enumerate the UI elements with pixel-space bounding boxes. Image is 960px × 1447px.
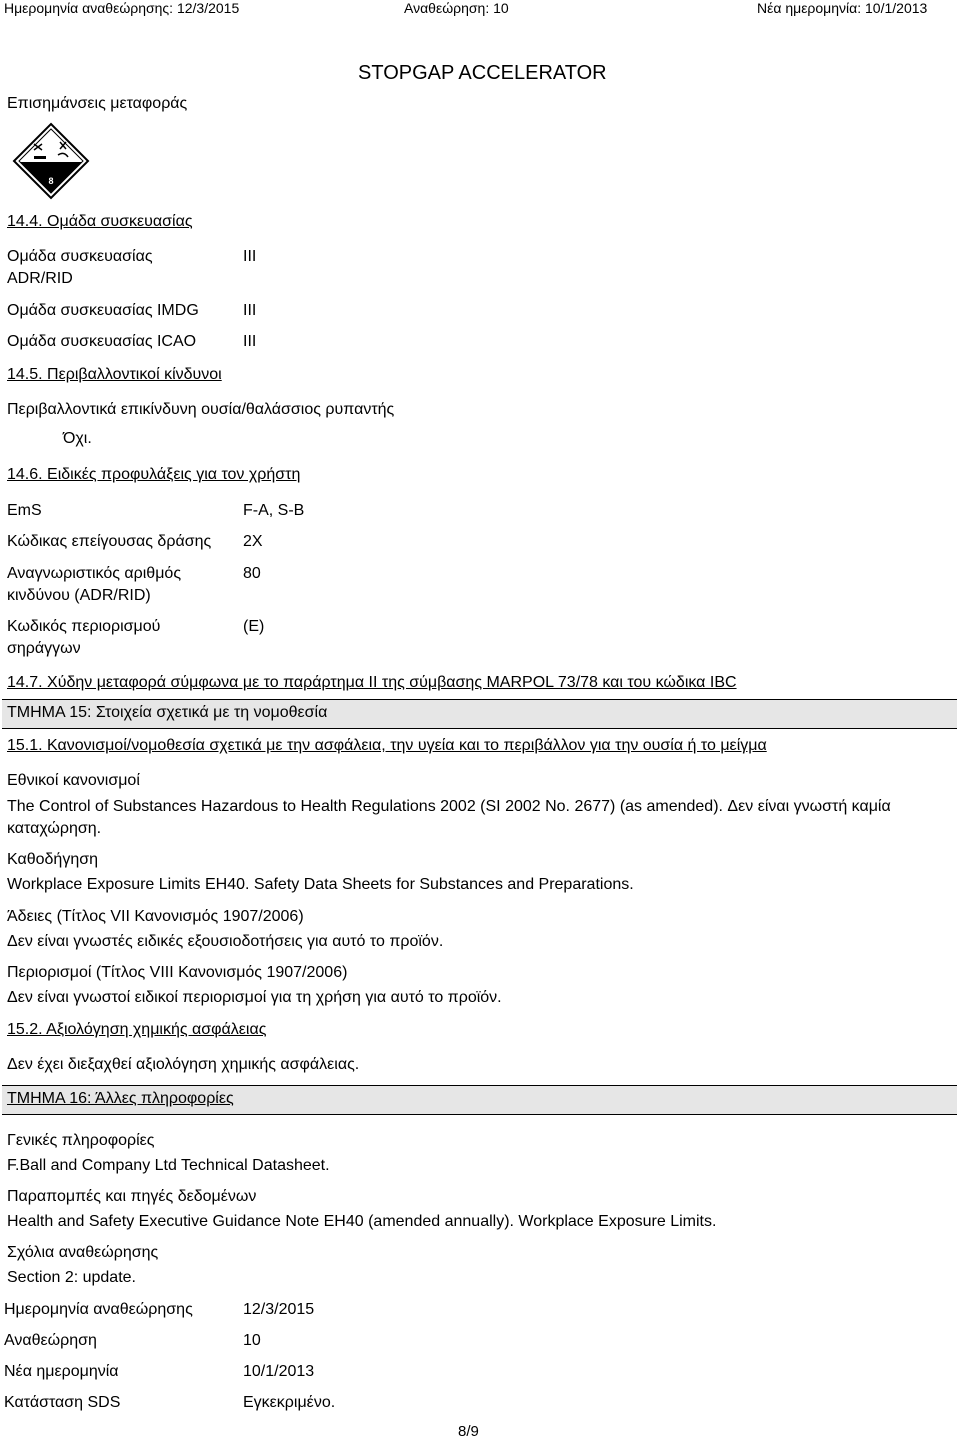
chemical-safety-text: Δεν έχει διεξαχθεί αξιολόγηση χημικής ασφάλειας. xyxy=(7,1056,360,1073)
packing-group-heading: 14.4. Ομάδα συσκευασίας xyxy=(7,213,193,230)
product-name: STOPGAP ACCELERATOR xyxy=(358,62,607,84)
national-regulations-text: The Control of Substances Hazardous to Health Regulations 2002 (SI 2002 No. 2677) (as amended). Δεν είναι γνωστή καμία καταχώρηση. xyxy=(7,798,891,837)
authorisations-text: Δεν είναι γνωστές ειδικές εξουσιοδοτήσεις για αυτό το προϊόν. xyxy=(7,933,444,950)
footer-revision-label: Αναθεώρηση xyxy=(4,1332,97,1349)
guidance-label: Καθοδήγηση xyxy=(7,851,98,868)
footer-revision-value: 10 xyxy=(243,1332,261,1349)
packing-group-imdg-value: III xyxy=(243,302,257,319)
authorisations-label: Άδειες (Τίτλος VII Κανονισμός 1907/2006) xyxy=(7,908,304,925)
guidance-text: Workplace Exposure Limits EH40. Safety Data Sheets for Substances and Preparations. xyxy=(7,876,634,893)
hazard-id-value: 80 xyxy=(243,565,261,582)
ems-label: EmS xyxy=(7,502,42,519)
packing-group-adr-label-1: Ομάδα συσκευασίας xyxy=(7,248,153,265)
ems-value: F-A, S-B xyxy=(243,502,305,519)
environmental-subheading: Περιβαλλοντικά επικίνδυνη ουσία/θαλάσσιος ρυπαντής xyxy=(7,401,395,418)
packing-group-adr-value: III xyxy=(243,248,257,265)
restrictions-text: Δεν είναι γνωστοί ειδικοί περιορισμοί για τη χρήση για αυτό το προϊόν. xyxy=(7,989,502,1006)
bulk-transport-heading: 14.7. Χύδην μεταφορά σύμφωνα με το παράρτημα II της σύμβασης MARPOL 73/78 και του κώδικα IBC xyxy=(7,674,737,691)
general-info-text: F.Ball and Company Ltd Technical Datasheet. xyxy=(7,1157,330,1174)
hazard-id-label-2: κινδύνου (ADR/RID) xyxy=(7,587,151,604)
restrictions-label: Περιορισμοί (Τίτλος VIII Κανονισμός 1907/2006) xyxy=(7,964,348,981)
revision-comments-text: Section 2: update. xyxy=(7,1269,136,1286)
special-precautions-heading: 14.6. Ειδικές προφυλάξεις για τον χρήστη xyxy=(7,466,301,483)
header-revision-date: Ημερομηνία αναθεώρησης: 12/3/2015 xyxy=(4,0,240,16)
tunnel-code-value: (E) xyxy=(243,618,265,635)
hazard-class-number: 8 xyxy=(48,176,54,186)
transport-labels-label: Επισημάνσεις μεταφοράς xyxy=(7,95,188,112)
header-new-date: Νέα ημερομηνία: 10/1/2013 xyxy=(757,0,928,16)
national-regulations-label: Εθνικοί κανονισμοί xyxy=(7,772,140,789)
header-revision: Αναθεώρηση: 10 xyxy=(404,0,509,16)
section-15-1-heading: 15.1. Κανονισμοί/νομοθεσία σχετικά με την ασφάλεια, την υγεία και το περιβάλλον για την ουσία ή το μείγμα xyxy=(7,737,767,754)
footer-new-date-value: 10/1/2013 xyxy=(243,1363,315,1380)
emergency-action-label: Κώδικας επείγουσας δράσης xyxy=(7,533,212,550)
footer-sds-status-value: Εγκεκριμένο. xyxy=(243,1394,336,1411)
environmental-value: Όχι. xyxy=(63,430,92,447)
page-number: 8/9 xyxy=(458,1423,479,1440)
corrosive-diamond-icon xyxy=(12,122,90,200)
footer-revision-date-label: Ημερομηνία αναθεώρησης xyxy=(4,1301,193,1318)
packing-group-adr-label-2: ADR/RID xyxy=(7,270,73,287)
hazard-id-label-1: Αναγνωριστικός αριθμός xyxy=(7,565,182,582)
section-15-bar xyxy=(2,699,957,729)
footer-revision-date-value: 12/3/2015 xyxy=(243,1301,315,1318)
environmental-heading: 14.5. Περιβαλλοντικοί κίνδυνοι xyxy=(7,366,222,383)
footer-sds-status-label: Κατάσταση SDS xyxy=(4,1394,121,1411)
references-label: Παραπομπές και πηγές δεδομένων xyxy=(7,1188,257,1205)
general-info-label: Γενικές πληροφορίες xyxy=(7,1132,155,1149)
references-text: Health and Safety Executive Guidance Note EH40 (amended annually). Workplace Exposure Limits. xyxy=(7,1213,717,1230)
tunnel-code-label-1: Κωδικός περιορισμού xyxy=(7,618,161,635)
packing-group-icao-label: Ομάδα συσκευασίας ICAO xyxy=(7,333,197,350)
packing-group-imdg-label: Ομάδα συσκευασίας IMDG xyxy=(7,302,199,319)
section-15-2-heading: 15.2. Αξιολόγηση χημικής ασφάλειας xyxy=(7,1021,267,1038)
packing-group-icao-value: III xyxy=(243,333,257,350)
revision-comments-label: Σχόλια αναθεώρησης xyxy=(7,1244,159,1261)
section-15-title: ΤΜΗΜΑ 15: Στοιχεία σχετικά με τη νομοθεσία xyxy=(7,704,328,721)
tunnel-code-label-2: σηράγγων xyxy=(7,640,81,657)
footer-new-date-label: Νέα ημερομηνία xyxy=(4,1363,119,1380)
section-16-title: ΤΜΗΜΑ 16: Άλλες πληροφορίες xyxy=(7,1090,234,1107)
emergency-action-value: 2X xyxy=(243,533,263,550)
section-16-bar xyxy=(2,1085,957,1115)
